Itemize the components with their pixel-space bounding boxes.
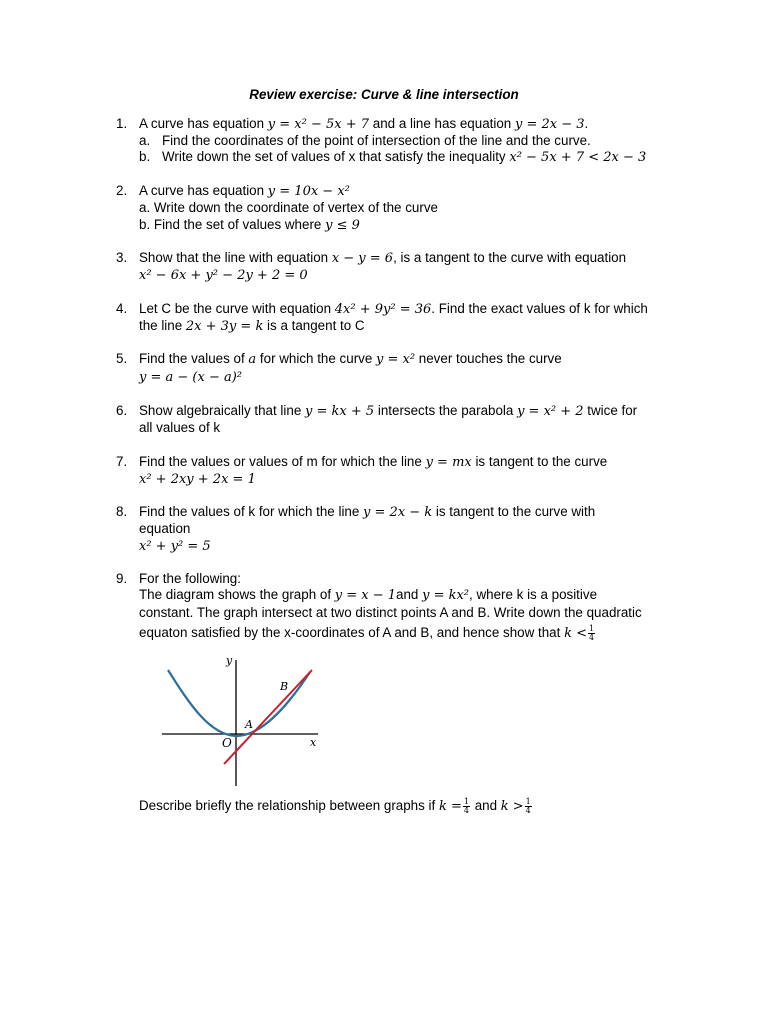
q7-line2: x² + 2xy + 2x = 1 [139,472,256,487]
y-axis-label: y [226,654,233,667]
straight-line [224,670,312,764]
q9-line4: equaton satisfied by the x-coordinates of A and B, and hence show that k < $\frac{1}{4}$ [139,623,595,642]
q9-line2: The diagram shows the graph of y = x − 1and y = kx², where k is a positive [139,587,598,603]
q9-closing: Describe briefly the relationship between graphs if k = $\frac{1}{4}$ and k > $\frac{1}{4}$ [139,796,531,815]
page-title: Review exercise: Curve & line intersection [249,87,519,102]
q9-line1: For the following: [139,571,241,586]
q2-line3: b. Find the set of values where y ≤ 9 [139,217,360,233]
q3-line2: x² − 6x + y² − 2y + 2 = 0 [139,268,308,283]
fraction-quarter-3: $\frac{1}{4}$ [525,796,531,815]
q1b-label: b. [139,149,151,164]
origin-label: O [222,736,232,750]
point-a-label: A [245,718,253,731]
q5-line2: y = a − (x − a)² [139,370,243,385]
q6-line1: Show algebraically that line y = kx + 5 intersects the parabola y = x² + 2 twice for [139,403,638,419]
q7-number: 7. [116,454,128,469]
q9-number: 9. [116,571,128,586]
q1b-text: Write down the set of values of x that satisfy the inequality x² − 5x + 7 < 2x − 3 [162,149,647,165]
q6-line2: all values of k [139,420,221,435]
q1-text: A curve has equation y = x² − 5x + 7 and a line has equation y = 2x − 3. [139,116,589,132]
q7-line1: Find the values or values of m for which the line y = mx is tangent to the curve [139,454,608,470]
q5-number: 5. [116,351,128,366]
q1-number: 1. [116,116,128,131]
fraction-quarter: $\frac{1}{4}$ [588,623,595,642]
q8-line1: Find the values of k for which the line y = 2x − k is tangent to the curve with [139,504,596,520]
q4-line1: Let C be the curve with equation 4x² + 9y² = 36. Find the exact values of k for which [139,301,648,317]
q4-line2: the line 2x + 3y = k is a tangent to C [139,318,365,334]
q8-line2: equation [139,521,191,536]
q1a-label: a. [139,133,151,148]
q8-number: 8. [116,504,128,519]
q6-number: 6. [116,403,128,418]
point-b-label: B [280,680,289,693]
q8-line3: x² + y² = 5 [139,539,211,554]
q3-line1: Show that the line with equation x − y = 6, is a tangent to the curve with equation [139,250,627,266]
q9-line3: constant. The graph intersect at two distinct points A and B. Write down the quadratic [139,605,642,620]
fraction-quarter-2: $\frac{1}{4}$ [463,796,469,815]
q1a-text: Find the coordinates of the point of intersection of the line and the curve. [162,133,591,148]
parabola-curve [168,670,310,736]
graph-diagram [150,650,330,790]
q5-line1: Find the values of a for which the curve y = x² never touches the curve [139,351,562,367]
q2-line2: a. Write down the coordinate of vertex of the curve [139,200,438,215]
q2-line1: A curve has equation y = 10x − x² [139,183,350,199]
q2-number: 2. [116,183,128,198]
x-axis-label: x [310,736,317,749]
q4-number: 4. [116,301,128,316]
q3-number: 3. [116,250,128,265]
